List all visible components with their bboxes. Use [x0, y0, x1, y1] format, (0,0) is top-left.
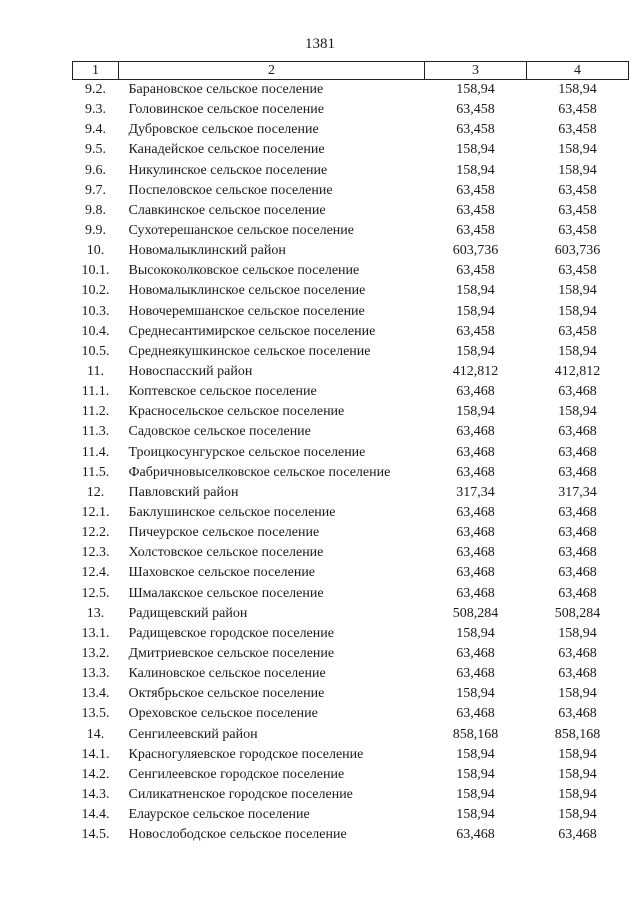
table-row [73, 584, 629, 604]
row-number: 14.4. [81, 807, 110, 823]
table-row [73, 503, 629, 523]
header-row [73, 62, 629, 80]
table-row [73, 161, 629, 181]
row-value-col4: 63,468 [558, 565, 597, 581]
row-value-col4: 412,812 [554, 364, 601, 380]
row-number: 10.3. [81, 303, 110, 319]
header-col-2: 2 [119, 62, 425, 80]
row-value-col3: 63,458 [456, 202, 495, 218]
row-name: Среднесантимирское сельское поселение [128, 323, 376, 339]
row-value-col3: 63,468 [456, 505, 495, 521]
table-row [73, 241, 629, 261]
row-value-col4: 158,94 [558, 162, 597, 178]
table-row [73, 604, 629, 624]
row-number: 12.4. [81, 565, 110, 581]
row-name: Новослободское сельское поселение [128, 827, 347, 843]
row-value-col3: 63,468 [456, 525, 495, 541]
row-value-col3: 412,812 [452, 364, 499, 380]
row-name: Октябрьское сельское поселение [128, 686, 325, 702]
row-value-col3: 63,468 [456, 646, 495, 661]
data-table [72, 61, 629, 845]
row-name: Сенгилеевский район [128, 726, 258, 742]
row-value-col3: 63,468 [456, 565, 495, 581]
row-name: Шмалакское сельское поселение [128, 585, 324, 601]
row-name: Калиновское сельское поселение [128, 666, 326, 682]
table-row [73, 745, 629, 765]
row-name: Новочеремшанское сельское поселение [128, 303, 365, 319]
row-value-col4: 63,468 [558, 545, 597, 561]
row-value-col3: 158,94 [456, 625, 495, 641]
row-name: Никулинское сельское поселение [128, 162, 328, 178]
row-value-col4: 158,94 [558, 303, 597, 319]
row-value-col4: 63,468 [558, 666, 597, 682]
row-name: Канадейское сельское поселение [128, 142, 325, 158]
row-value-col3: 158,94 [456, 786, 495, 802]
row-value-col3: 63,468 [456, 444, 495, 460]
row-value-col3: 63,468 [456, 706, 495, 722]
header-col-1: 1 [73, 62, 119, 80]
row-value-col4: 63,468 [558, 424, 597, 440]
row-value-col3: 158,94 [456, 283, 495, 299]
header-col-4: 4 [527, 62, 629, 80]
row-value-col4: 158,94 [558, 807, 597, 823]
row-value-col4: 63,468 [558, 646, 597, 661]
row-name: Елаурское сельское поселение [128, 807, 310, 823]
row-value-col3: 63,458 [456, 182, 495, 198]
row-name: Новомалыклинское сельское поселение [128, 283, 366, 299]
row-value-col4: 63,468 [558, 706, 597, 722]
row-value-col4: 63,458 [558, 122, 597, 138]
row-value-col4: 858,168 [554, 726, 601, 742]
table-row [73, 664, 629, 684]
row-value-col3: 158,94 [456, 82, 495, 98]
row-value-col4: 63,458 [558, 182, 597, 198]
row-number: 10.2. [81, 283, 110, 299]
table-row [73, 483, 629, 503]
row-number: 13. [86, 605, 105, 621]
table-row [73, 201, 629, 221]
table-row [73, 281, 629, 301]
row-value-col3: 158,94 [456, 162, 495, 178]
row-value-col3: 63,458 [456, 102, 495, 118]
row-value-col3: 63,468 [456, 585, 495, 601]
row-number: 9.2. [85, 82, 106, 98]
row-value-col4: 63,458 [558, 223, 597, 239]
table-row [73, 624, 629, 644]
row-value-col3: 63,468 [456, 424, 495, 440]
page-number: 1381 [305, 36, 335, 52]
row-value-col4: 158,94 [558, 283, 597, 299]
header-col-3: 3 [425, 62, 527, 80]
row-number: 11.5. [81, 464, 110, 480]
table-row [73, 825, 629, 845]
row-number: 12.1. [81, 505, 110, 521]
row-name: Славкинское сельское поселение [128, 202, 326, 218]
row-value-col4: 317,34 [558, 484, 597, 500]
table-row [73, 523, 629, 543]
row-number: 12.2. [81, 525, 110, 541]
row-name: Сенгилеевское городское поселение [128, 766, 345, 782]
row-name: Фабричновыселковское сельское поселение [128, 464, 391, 480]
row-value-col3: 158,94 [456, 686, 495, 702]
row-name: Дмитриевское сельское поселение [128, 646, 335, 661]
table-row [73, 322, 629, 342]
table-row [73, 563, 629, 583]
table-row [73, 765, 629, 785]
row-number: 10.4. [81, 323, 110, 339]
table-header [73, 62, 629, 80]
row-value-col3: 63,458 [456, 122, 495, 138]
row-value-col4: 603,736 [554, 243, 601, 259]
row-value-col4: 158,94 [558, 686, 597, 702]
row-value-col3: 63,458 [456, 223, 495, 239]
row-value-col4: 158,94 [558, 625, 597, 641]
table-row [73, 140, 629, 160]
row-number: 9.6. [85, 162, 106, 178]
table-row [73, 805, 629, 825]
row-number: 13.4. [81, 686, 110, 702]
row-value-col3: 158,94 [456, 303, 495, 319]
row-name: Коптевское сельское поселение [128, 384, 317, 400]
row-value-col4: 158,94 [558, 142, 597, 158]
table-row [73, 221, 629, 241]
row-value-col3: 158,94 [456, 766, 495, 782]
row-number: 9.4. [85, 122, 106, 138]
row-number: 13.1. [81, 625, 110, 641]
row-value-col3: 158,94 [456, 746, 495, 762]
row-number: 12.5. [81, 585, 110, 601]
row-name: Радищевское городское поселение [128, 625, 334, 641]
table-row [73, 181, 629, 201]
row-name: Новомалыклинский район [128, 243, 286, 259]
table-row [73, 362, 629, 382]
table-row [73, 100, 629, 120]
row-name: Красносельское сельское поселение [128, 404, 345, 420]
table-row [73, 80, 629, 101]
row-value-col3: 158,94 [456, 142, 495, 158]
row-value-col3: 63,468 [456, 545, 495, 561]
table-row [73, 443, 629, 463]
row-name: Баклушинское сельское поселение [128, 505, 336, 521]
row-value-col4: 63,458 [558, 323, 597, 339]
row-name: Садовское сельское поселение [128, 424, 311, 440]
row-value-col3: 508,284 [452, 605, 499, 621]
row-name: Среднеякушкинское сельское поселение [128, 343, 371, 359]
row-value-col4: 63,458 [558, 202, 597, 218]
row-name: Барановское сельское поселение [128, 82, 324, 98]
row-name: Холстовское сельское поселение [128, 545, 324, 561]
row-value-col4: 158,94 [558, 746, 597, 762]
table-row [73, 785, 629, 805]
row-value-col4: 508,284 [554, 605, 601, 621]
row-value-col4: 63,468 [558, 444, 597, 460]
row-name: Ореховское сельское поселение [128, 706, 318, 722]
row-value-col3: 63,458 [456, 323, 495, 339]
row-value-col4: 158,94 [558, 343, 597, 359]
table-row [73, 704, 629, 724]
row-number: 9.7. [85, 182, 106, 198]
table-row [73, 644, 629, 664]
table-row [73, 120, 629, 140]
table-row [73, 543, 629, 563]
row-name: Высококолковское сельское поселение [128, 263, 360, 279]
table-row [73, 261, 629, 281]
row-number: 13.3. [81, 666, 110, 682]
row-value-col3: 603,736 [452, 243, 499, 259]
row-value-col4: 63,458 [558, 102, 597, 118]
row-number: 12.3. [81, 545, 110, 561]
row-number: 11.1. [81, 384, 110, 400]
row-number: 13.2. [81, 646, 110, 661]
row-name: Павловский район [128, 484, 239, 500]
row-number: 13.5. [81, 706, 110, 722]
row-number: 9.5. [85, 142, 106, 158]
row-name: Шаховское сельское поселение [128, 565, 316, 581]
row-number: 12. [86, 484, 105, 500]
table-row [73, 302, 629, 322]
row-number: 9.9. [85, 223, 106, 239]
row-value-col3: 63,468 [456, 384, 495, 400]
row-name: Пичеурское сельское поселение [128, 525, 320, 541]
row-number: 14. [86, 726, 105, 742]
table-body [73, 80, 629, 846]
row-name: Радищевский район [128, 605, 248, 621]
row-value-col4: 158,94 [558, 82, 597, 98]
row-name: Красногуляевское городское поселение [128, 746, 364, 762]
row-value-col4: 158,94 [558, 786, 597, 802]
row-name: Троицкосунгурское сельское поселение [128, 444, 366, 460]
row-value-col4: 158,94 [558, 766, 597, 782]
row-number: 11. [87, 364, 104, 380]
row-name: Силикатненское городское поселение [128, 786, 353, 802]
row-number: 11.4. [81, 444, 110, 460]
row-value-col4: 158,94 [558, 404, 597, 420]
row-value-col3: 158,94 [456, 807, 495, 823]
row-name: Поспеловское сельское поселение [128, 182, 333, 198]
row-number: 11.3. [81, 424, 110, 440]
row-value-col4: 63,468 [558, 525, 597, 541]
table-row [73, 422, 629, 442]
row-name: Новоспасский район [128, 364, 253, 380]
row-number: 14.3. [81, 786, 110, 802]
row-value-col3: 158,94 [456, 343, 495, 359]
row-number: 9.3. [85, 102, 106, 118]
row-value-col4: 63,468 [558, 585, 597, 601]
table-row [73, 684, 629, 704]
row-number: 10. [86, 243, 105, 259]
row-name: Дубровское сельское поселение [128, 122, 319, 138]
row-value-col3: 63,468 [456, 827, 495, 843]
row-value-col3: 158,94 [456, 404, 495, 420]
row-number: 14.5. [81, 827, 110, 843]
row-number: 14.2. [81, 766, 110, 782]
table-row [73, 402, 629, 422]
row-number: 14.1. [81, 746, 110, 762]
row-number: 10.1. [81, 263, 110, 279]
row-value-col4: 63,468 [558, 464, 597, 480]
row-number: 10.5. [81, 343, 110, 359]
row-value-col3: 63,468 [456, 464, 495, 480]
row-number: 11.2. [81, 404, 110, 420]
row-value-col3: 317,34 [456, 484, 495, 500]
row-name: Сухотерешанское сельское поселение [128, 223, 354, 239]
table-row [73, 463, 629, 483]
row-value-col4: 63,468 [558, 505, 597, 521]
row-value-col3: 63,468 [456, 666, 495, 682]
row-value-col4: 63,468 [558, 827, 597, 843]
row-value-col4: 63,458 [558, 263, 597, 279]
row-value-col3: 63,458 [456, 263, 495, 279]
row-number: 9.8. [85, 202, 106, 218]
table-row [73, 725, 629, 745]
row-value-col4: 63,468 [558, 384, 597, 400]
table-row [73, 382, 629, 402]
row-name: Головинское сельское поселение [128, 102, 324, 118]
row-value-col3: 858,168 [452, 726, 499, 742]
table-row [73, 342, 629, 362]
